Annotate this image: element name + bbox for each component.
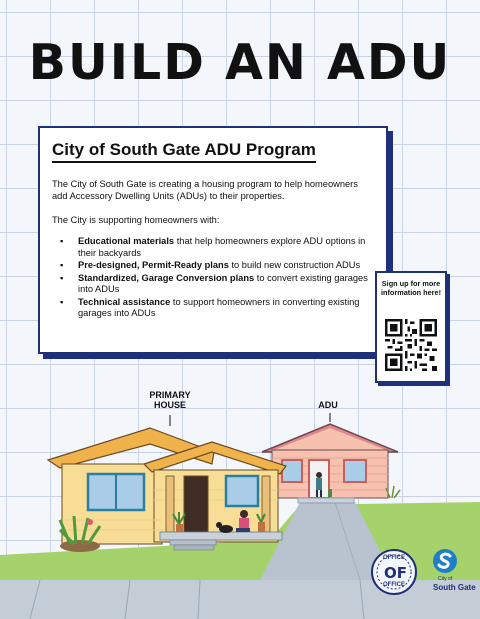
bullet-icon: ▪ — [60, 260, 64, 270]
list-item-text: to support homeowners in converting existing garages into ADUs — [78, 296, 360, 318]
list-item — [52, 260, 372, 272]
signup-text: Sign up for more information here! — [381, 279, 441, 297]
primary-house-label-line1: PRIMARY — [149, 390, 191, 400]
list-item-bold: Educational materials — [78, 236, 175, 246]
city-name-text: South Gate — [433, 583, 476, 592]
bullet-icon: ▪ — [60, 296, 64, 307]
program-card — [38, 126, 388, 354]
bullet-icon: ▪ — [60, 272, 64, 283]
list-item-bold: Standardized, Garage Conversion plans — [78, 272, 255, 283]
south-gate-logo-icon — [432, 548, 458, 574]
headline: BUILD AN ADU — [28, 34, 452, 91]
seal-top-text: OFFICE — [383, 555, 405, 561]
city-small-text: City of — [438, 576, 453, 582]
support-list — [52, 236, 372, 321]
list-item — [52, 297, 372, 320]
adu-label: ADU — [318, 400, 338, 410]
list-item — [52, 273, 372, 296]
list-item-bold: Pre-designed, Permit-Ready plans — [78, 260, 229, 270]
card-intro: The City of South Gate is creating a housing program to help homeowners add Accessory Dwelling Units (ADUs) to their properties. — [52, 179, 358, 201]
card-title: City of South Gate ADU Program — [52, 140, 316, 163]
list-item-bold: Technical assistance — [78, 296, 171, 307]
list-item — [52, 236, 372, 259]
list-item-text: to convert existing garages into ADUs — [78, 272, 368, 294]
qr-code-icon[interactable] — [385, 319, 437, 371]
seal-bottom-text: OFFICE — [383, 582, 405, 588]
card-lead: The City is supporting homeowners with: — [52, 215, 220, 225]
list-item-text: that help homeowners explore ADU options in their backyards — [78, 236, 366, 258]
bullet-icon: ▪ — [60, 236, 64, 246]
seal-center-text: OF — [384, 564, 407, 582]
primary-house-label-line2: HOUSE — [153, 400, 186, 410]
adu-illustration — [262, 424, 398, 503]
signup-box[interactable] — [375, 271, 447, 383]
list-item-text: to build new construction ADUs — [228, 260, 361, 270]
